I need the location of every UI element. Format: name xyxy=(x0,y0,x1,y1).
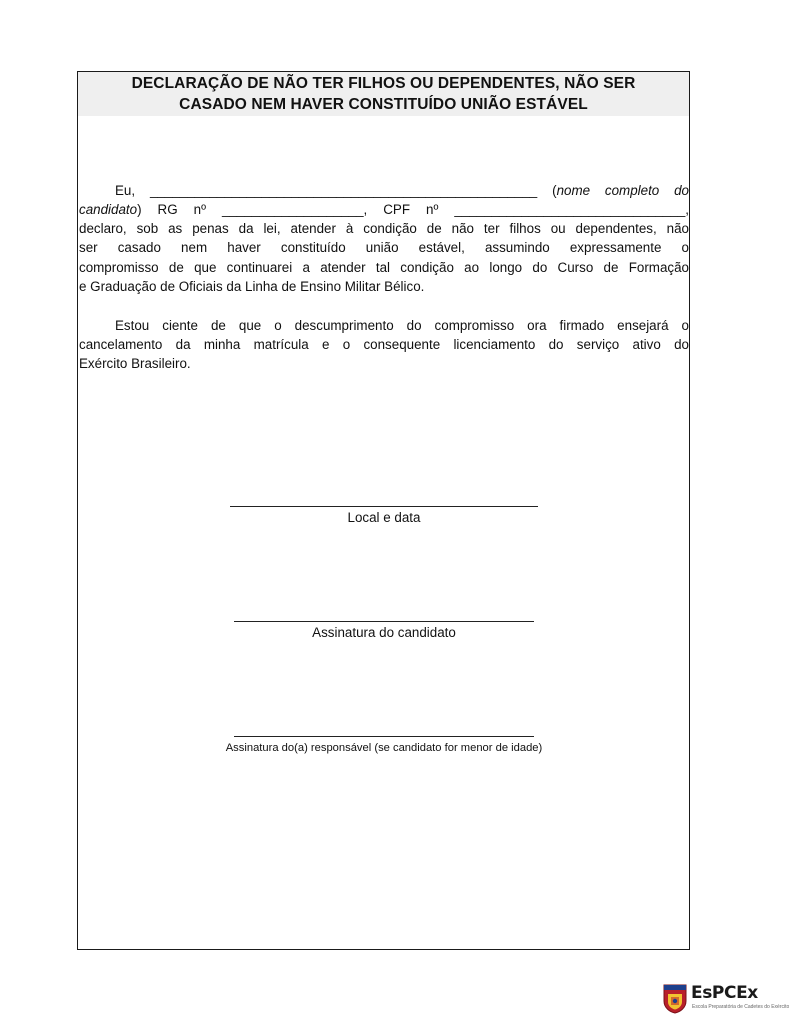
paragraph-1-line-5: compromisso de que continuarei a atender tal condição ao longo do Curso de Formação xyxy=(79,260,689,275)
paragraph-2-line-3: Exército Brasileiro. xyxy=(79,356,191,371)
open-paren: ( xyxy=(537,183,557,198)
guardian-signature-label: Assinatura do(a) responsável (se candidato for menor de idade) xyxy=(225,742,543,754)
candidate-signature-label: Assinatura do candidato xyxy=(312,625,456,640)
paragraph-1-line-6: e Graduação de Oficiais da Linha de Ensino Militar Bélico. xyxy=(79,279,425,294)
paragraph-1-line-3: declaro, sob as penas da lei, atender à condição de não ter filhos ou dependentes, não xyxy=(79,221,689,236)
declaration-form-frame xyxy=(77,71,690,950)
place-date-label: Local e data xyxy=(347,510,421,525)
paragraph-1-line-2 xyxy=(79,200,689,220)
candidate-hint: candidato xyxy=(79,202,138,217)
logo-wordmark: EsPCEx xyxy=(691,983,758,1003)
place-date-line[interactable] xyxy=(230,506,538,507)
rg-cpf-blanks: ) RG nº ___________________, CPF nº _______________________________, xyxy=(137,202,689,217)
guardian-signature-line[interactable] xyxy=(234,736,534,737)
paragraph-2-line-2: cancelamento da minha matrícula e o consequente licenciamento do serviço ativo do xyxy=(79,337,689,352)
document-title-line-2: CASADO NEM HAVER CONSTITUÍDO UNIÃO ESTÁVEL xyxy=(179,96,588,113)
paragraph-1-line-4: ser casado nem haver constituído união estável, assumindo expressamente o xyxy=(79,240,689,255)
logo-subtitle: Escola Preparatória de Cadetes do Exército xyxy=(692,1004,789,1010)
full-name-blank: ____________________________________________________ xyxy=(149,183,538,198)
paragraph-2-line-1: Estou ciente de que o descumprimento do compromisso ora firmado ensejará o xyxy=(115,318,689,333)
espcex-shield-icon xyxy=(662,984,688,1014)
full-name-hint: nome completo do xyxy=(556,183,690,198)
document-title-line-1: DECLARAÇÃO DE NÃO TER FILHOS OU DEPENDENTES, NÃO SER xyxy=(131,75,636,92)
paragraph-1-line-1 xyxy=(79,181,689,201)
candidate-signature-line[interactable] xyxy=(234,621,534,622)
intro-text: Eu, xyxy=(115,183,150,198)
espcex-logo xyxy=(662,982,789,1018)
title-band xyxy=(78,72,689,116)
